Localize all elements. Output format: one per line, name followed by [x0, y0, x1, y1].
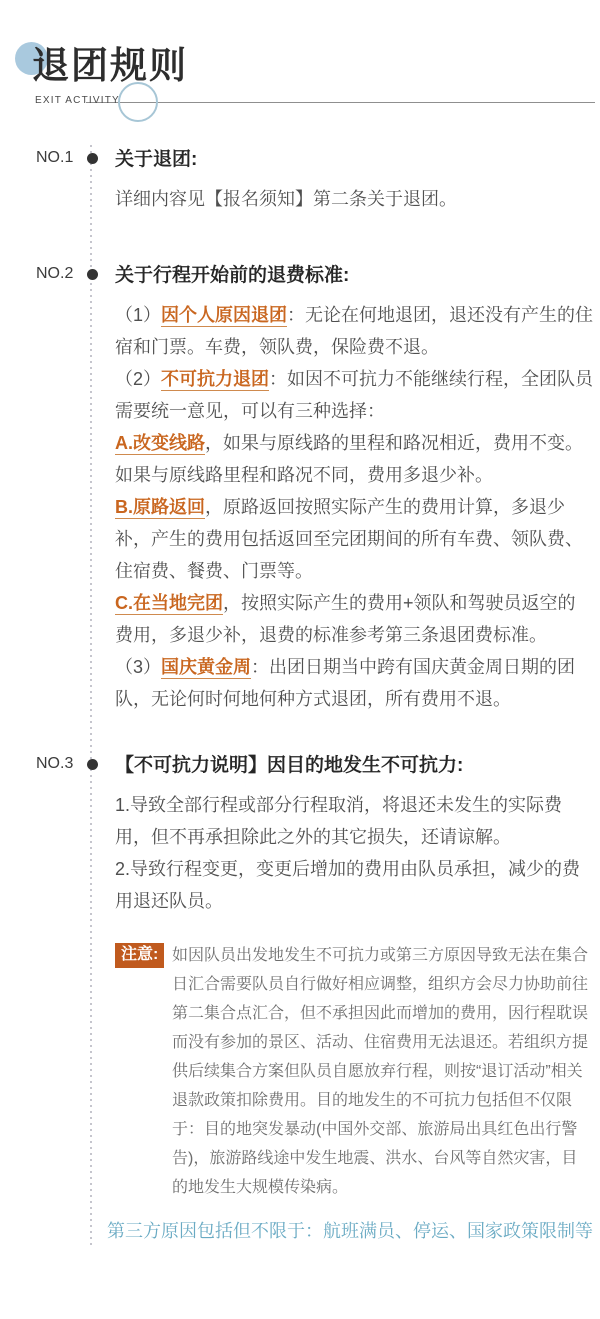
rule-section: [0, 145, 600, 215]
highlight-text: 国庆黄金周: [161, 657, 252, 677]
section-heading: 【不可抗力说明】因目的地发生不可抗力:: [115, 755, 464, 776]
body-text: 2.导致行程变更，变更后增加的费用由队员承担，减少的费用退还队员。: [115, 859, 581, 911]
page-title: 退团规则: [32, 45, 188, 86]
bullet-icon: [87, 153, 98, 164]
body-text: （1）: [115, 305, 162, 325]
rule-section: [0, 751, 600, 1246]
notice-badge: 注意:: [115, 943, 164, 968]
bullet-icon: [87, 269, 98, 280]
paragraph: [115, 789, 593, 853]
section-number: NO.1: [36, 149, 74, 166]
paragraph: [115, 183, 593, 215]
page-subtitle: EXIT ACTIVITY: [35, 95, 120, 106]
paragraph: [115, 299, 593, 363]
body-text: ：出团日期当中跨有国庆黄金周日期的团队，无论何时何地何种方式退团，所有费用不退。: [115, 657, 576, 709]
body-text: （2）: [115, 369, 162, 389]
header-divider: [86, 102, 595, 103]
body-text: 详细内容见【报名须知】第二条关于退团。: [115, 189, 457, 209]
highlight-text: C.在当地完团: [115, 593, 223, 613]
footnote: 第三方原因包括但不限于：航班满员、停运、国家政策限制等: [107, 1221, 593, 1241]
body-text: ，按照实际产生的费用+领队和驾驶员返空的费用，多退少补，退费的标准参考第三条退团费标准。: [115, 593, 576, 645]
paragraph: [115, 427, 593, 491]
highlight-text: 不可抗力退团: [161, 369, 270, 389]
paragraph: [115, 651, 593, 715]
decor-ring-icon: [118, 82, 158, 122]
highlight-text: A.改变线路: [115, 433, 205, 453]
body-text: （3）: [115, 657, 162, 677]
section-number: NO.2: [36, 265, 74, 282]
paragraph: [115, 491, 593, 587]
body-text: ：如因不可抗力不能继续行程，全团队员需要统一意见，可以有三种选择：: [115, 369, 594, 421]
section-heading: 关于行程开始前的退费标准:: [115, 265, 350, 286]
paragraph: [115, 363, 593, 427]
section-heading: 关于退团:: [115, 149, 198, 170]
header: [0, 0, 600, 130]
section-content: [115, 261, 593, 715]
section-content: [115, 145, 593, 215]
notice-block: [115, 941, 593, 1202]
body-text: ，如果与原线路的里程和路况相近，费用不变。如果与原线路里程和路况不同，费用多退少补。: [115, 433, 583, 485]
sections: [0, 145, 600, 1246]
section-content: [107, 751, 593, 1246]
paragraph: [115, 853, 593, 917]
highlight-text: B.原路返回: [115, 497, 205, 517]
paragraph: [115, 587, 593, 651]
notice-text: 如因队员出发地发生不可抗力或第三方原因导致无法在集合日汇合需要队员自行做好相应调整，组织方会尽力协助前往第二集合点汇合，但不承担因此而增加的费用，因行程耽误而没有参加的景区、活动、住宿费用无法退还。若组织方提供后续集合方案但队员自愿放弃行程，则按“退订活动”相关退款政策扣除费用。目的地发生的不可抗力包括但不仅限于：目的地突发暴动(中国外交部、旅游局出具红色出行警告)，旅游路线途中发生地震、洪水、台风等自然灾害，目的地发生大规模传染病。: [172, 947, 589, 1196]
bullet-icon: [87, 759, 98, 770]
body-text: ：无论在何地退团，退还没有产生的住宿和门票。车费，领队费，保险费不退。: [115, 305, 594, 357]
section-number: NO.3: [36, 755, 74, 772]
body-text: ，原路返回按照实际产生的费用计算，多退少补，产生的费用包括返回至完团期间的所有车费、领队费、住宿费、餐费、门票等。: [115, 497, 583, 581]
rule-section: [0, 261, 600, 715]
highlight-text: 因个人原因退团: [161, 305, 288, 325]
body-text: 1.导致全部行程或部分行程取消，将退还未发生的实际费用，但不再承担除此之外的其它损失，还请谅解。: [115, 795, 563, 847]
